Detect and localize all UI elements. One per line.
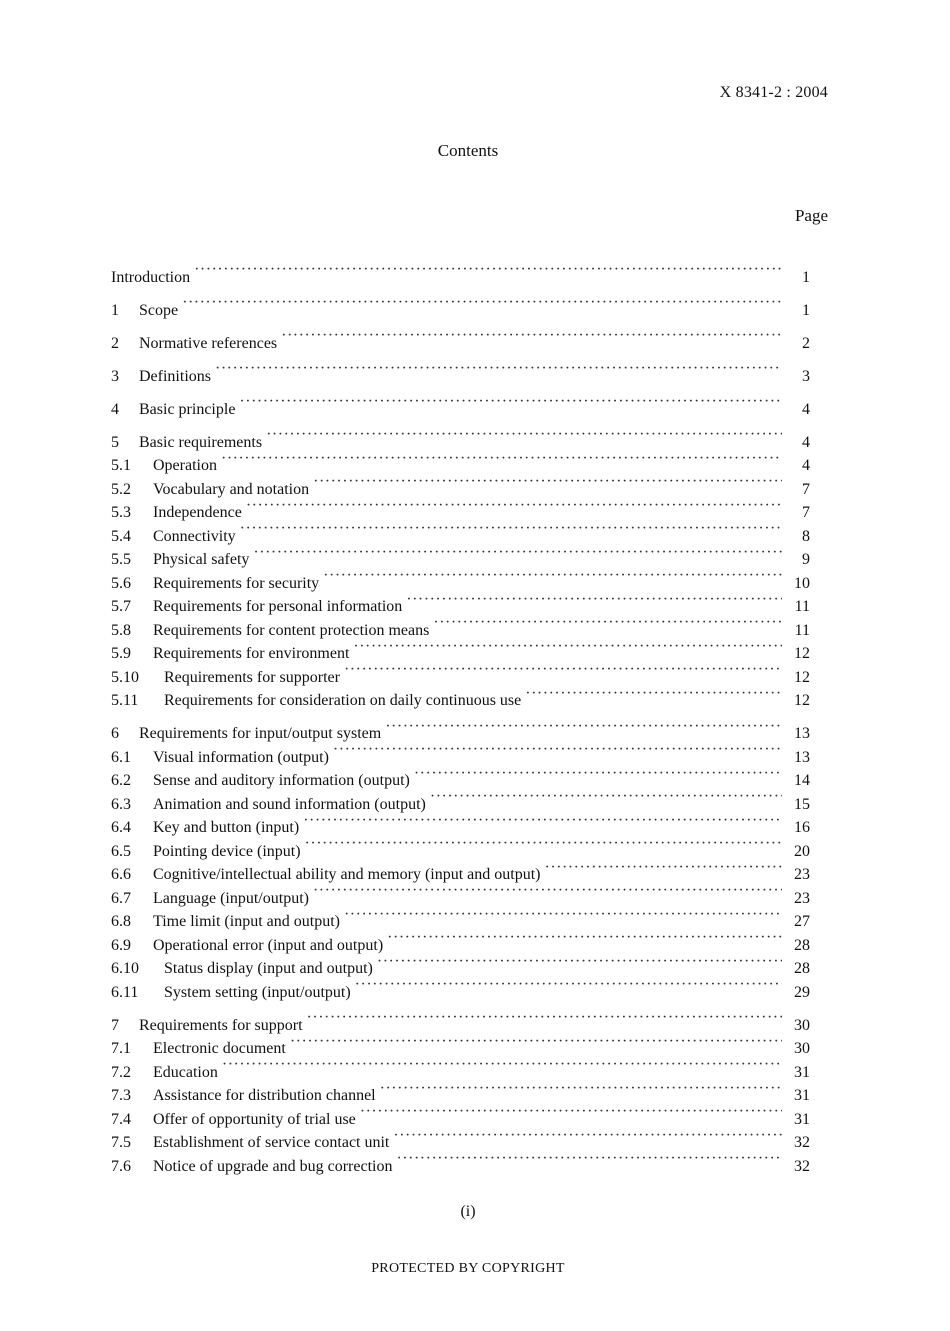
dot-leader <box>253 541 782 565</box>
toc-entry-title: Cognitive/intellectual ability and memory (input and output) <box>153 866 541 883</box>
dot-leader <box>194 258 782 282</box>
toc-entry[interactable] <box>111 1006 810 1034</box>
dot-leader <box>305 832 782 856</box>
dot-leader <box>333 738 782 762</box>
toc-group <box>111 715 810 1001</box>
toc-entry-page: 20 <box>794 842 810 860</box>
toc-entry-number: 6.3 <box>111 795 131 813</box>
toc-entry-title: Independence <box>153 504 242 521</box>
toc-entry-title: Basic principle <box>139 400 236 418</box>
toc-entry-number: 5.3 <box>111 504 131 521</box>
page-folio: (i) <box>460 1203 476 1220</box>
toc-entry-page: 31 <box>794 1063 810 1081</box>
toc-entry-number: 6.7 <box>111 889 131 907</box>
toc-entry-page: 23 <box>794 889 810 907</box>
toc-entry-title: Introduction <box>111 268 191 286</box>
dot-leader <box>281 324 782 348</box>
toc-entry-page: 28 <box>794 936 810 954</box>
toc-entry-number: 5.8 <box>111 621 131 639</box>
toc-entry-page: 11 <box>794 621 810 639</box>
toc-entry-title: Scope <box>139 301 179 319</box>
toc-entry-title: Requirements for environment <box>153 645 350 662</box>
dot-leader <box>303 809 782 833</box>
toc-group <box>111 390 810 418</box>
toc-entry-title: Physical safety <box>153 551 250 568</box>
toc-entry-number: 5.10 <box>111 668 139 686</box>
toc-entry-title: Requirements for security <box>153 574 320 592</box>
dot-leader <box>430 785 782 809</box>
dot-leader <box>360 1100 782 1124</box>
toc-entry-number: 6.2 <box>111 772 131 789</box>
dot-leader <box>525 682 782 706</box>
page-title: Contents <box>437 141 499 160</box>
toc-entry-number: 5.1 <box>111 457 131 474</box>
toc-entry-number: 5.9 <box>111 645 131 662</box>
toc-group <box>111 423 810 709</box>
toc-entry-title: Sense and auditory information (output) <box>153 772 410 789</box>
toc-entry-page: 12 <box>794 692 810 709</box>
dot-leader <box>385 715 782 739</box>
toc-entry-number: 6.9 <box>111 936 131 954</box>
toc-entry[interactable] <box>111 258 810 286</box>
dot-leader <box>239 390 782 414</box>
toc-entry[interactable] <box>111 390 810 418</box>
dot-leader <box>393 1124 782 1148</box>
toc-entry-title: Requirements for supporter <box>164 668 340 686</box>
dot-leader <box>307 1006 782 1030</box>
toc-entry-page: 28 <box>794 960 810 977</box>
dot-leader <box>387 926 782 950</box>
toc-entry-page: 14 <box>794 772 810 789</box>
dot-leader <box>544 856 782 880</box>
toc-entry-page: 9 <box>802 551 810 568</box>
dot-leader <box>266 423 782 447</box>
toc-entry-number: 7.3 <box>111 1087 131 1104</box>
dot-leader <box>396 1147 782 1171</box>
toc-entry-title: Operational error (input and output) <box>153 936 384 954</box>
toc-entry-number: 6.4 <box>111 819 131 836</box>
toc-entry-number: 6.1 <box>111 748 131 766</box>
dot-leader <box>380 1077 782 1101</box>
toc-entry-title: Assistance for distribution channel <box>153 1087 376 1104</box>
toc-entry-number: 5.4 <box>111 527 131 545</box>
toc-entry-page: 1 <box>802 268 810 286</box>
toc-entry-title: Basic requirements <box>139 433 263 451</box>
dot-leader <box>222 1053 782 1077</box>
dot-leader <box>414 762 782 786</box>
toc-entry-number: 6.10 <box>111 960 139 977</box>
copyright-footer: PROTECTED BY COPYRIGHT <box>371 1261 565 1276</box>
toc-entry-number: 2 <box>111 334 119 352</box>
toc-entry-page: 30 <box>794 1040 810 1057</box>
toc-entry-number: 7 <box>111 1016 119 1034</box>
toc-entry-page: 29 <box>794 983 810 1001</box>
toc-entry-page: 32 <box>794 1134 810 1151</box>
toc-entry[interactable] <box>111 357 810 385</box>
toc-entry-page: 30 <box>794 1016 810 1034</box>
toc-entry-page: 11 <box>794 598 810 615</box>
toc-entry-title: Vocabulary and notation <box>153 480 310 498</box>
toc-entry-page: 10 <box>794 574 810 592</box>
toc-entry-page: 13 <box>794 748 810 766</box>
toc-entry-number: 7.6 <box>111 1157 131 1175</box>
toc-entry-number: 7.1 <box>111 1040 131 1057</box>
toc-entry[interactable] <box>111 291 810 319</box>
dot-leader <box>313 879 782 903</box>
toc-entry-page: 7 <box>802 480 810 498</box>
toc-entry-number: 5.2 <box>111 480 131 498</box>
toc-entry-title: Time limit (input and output) <box>153 913 340 930</box>
toc-entry-page: 2 <box>802 334 810 352</box>
page-column-heading: Page <box>794 206 828 225</box>
toc-entry-title: Requirements for content protection means <box>153 621 430 639</box>
dot-leader <box>182 291 782 315</box>
toc-entry-page: 13 <box>794 725 810 742</box>
toc-entry-page: 32 <box>794 1157 810 1175</box>
toc-entry-page: 12 <box>794 668 810 686</box>
toc-entry-title: Connectivity <box>153 527 236 545</box>
toc-entry-page: 3 <box>802 367 810 385</box>
dot-leader <box>323 564 782 588</box>
dot-leader <box>215 357 782 381</box>
toc-entry-number: 5.5 <box>111 551 131 568</box>
toc-entry-title: Requirements for personal information <box>153 598 403 615</box>
toc-group <box>111 357 810 385</box>
toc-entry-page: 23 <box>794 866 810 883</box>
toc-entry-title: Requirements for consideration on daily continuous use <box>164 692 522 709</box>
toc-entry-page: 4 <box>802 400 810 418</box>
toc-entry-number: 1 <box>111 301 119 319</box>
toc-entry-title: Notice of upgrade and bug correction <box>153 1157 393 1175</box>
toc-entry-number: 6.11 <box>111 983 139 1001</box>
dot-leader <box>313 470 782 494</box>
toc-entry-title: Operation <box>153 457 217 474</box>
toc-group <box>111 324 810 352</box>
table-of-contents <box>111 258 810 1180</box>
toc-entry-page: 27 <box>794 913 810 930</box>
toc-entry-page: 4 <box>802 433 810 451</box>
dot-leader <box>221 447 782 471</box>
toc-group <box>111 291 810 319</box>
toc-entry-title: System setting (input/output) <box>164 983 351 1001</box>
toc-entry-title: Education <box>153 1063 218 1081</box>
toc-entry-title: Language (input/output) <box>153 889 309 907</box>
toc-entry-page: 31 <box>794 1110 810 1128</box>
toc-entry-title: Definitions <box>139 367 211 385</box>
toc-entry-number: 3 <box>111 367 119 385</box>
dot-leader <box>355 973 782 997</box>
dot-leader <box>344 658 782 682</box>
toc-entry-page: 16 <box>794 819 810 836</box>
dot-leader <box>433 611 782 635</box>
dot-leader <box>246 494 782 518</box>
toc-entry-page: 12 <box>794 645 810 662</box>
toc-entry-page: 4 <box>802 457 810 474</box>
dot-leader <box>353 635 782 659</box>
toc-entry-title: Key and button (input) <box>153 819 300 836</box>
toc-entry-page: 15 <box>794 795 810 813</box>
toc-entry-number: 6.8 <box>111 913 131 930</box>
toc-entry-title: Pointing device (input) <box>153 842 301 860</box>
toc-group <box>111 1006 810 1175</box>
toc-entry-number: 7.5 <box>111 1134 131 1151</box>
toc-entry-title: Visual information (output) <box>153 748 329 766</box>
toc-entry-title: Offer of opportunity of trial use <box>153 1110 356 1128</box>
toc-entry[interactable] <box>111 324 810 352</box>
toc-entry-title: Electronic document <box>153 1040 286 1057</box>
dot-leader <box>377 950 782 974</box>
toc-entry-number: 5.6 <box>111 574 131 592</box>
toc-entry-page: 1 <box>802 301 810 319</box>
dot-leader <box>290 1030 782 1054</box>
toc-entry-number: 5.7 <box>111 598 131 615</box>
toc-entry[interactable] <box>111 423 810 451</box>
toc-entry-title: Animation and sound information (output) <box>153 795 426 813</box>
toc-entry-title: Normative references <box>139 334 278 352</box>
toc-entry-page: 31 <box>794 1087 810 1104</box>
toc-entry-title: Establishment of service contact unit <box>153 1134 390 1151</box>
toc-entry-number: 4 <box>111 400 119 418</box>
toc-entry-title: Requirements for input/output system <box>139 725 382 742</box>
toc-group <box>111 258 810 286</box>
toc-entry-page: 7 <box>802 504 810 521</box>
dot-leader <box>406 588 782 612</box>
toc-entry-number: 5.11 <box>111 692 139 709</box>
toc-entry-number: 5 <box>111 433 119 451</box>
dot-leader <box>344 903 782 927</box>
toc-entry-title: Requirements for support <box>139 1016 303 1034</box>
dot-leader <box>240 517 782 541</box>
document-id: X 8341-2 : 2004 <box>719 84 828 101</box>
toc-entry[interactable] <box>111 715 810 742</box>
toc-entry-number: 6.6 <box>111 866 131 883</box>
toc-entry-number: 6.5 <box>111 842 131 860</box>
toc-entry-number: 7.2 <box>111 1063 131 1081</box>
toc-entry-title: Status display (input and output) <box>164 960 373 977</box>
toc-entry-number: 7.4 <box>111 1110 131 1128</box>
toc-entry-page: 8 <box>802 527 810 545</box>
toc-entry-number: 6 <box>111 725 119 742</box>
